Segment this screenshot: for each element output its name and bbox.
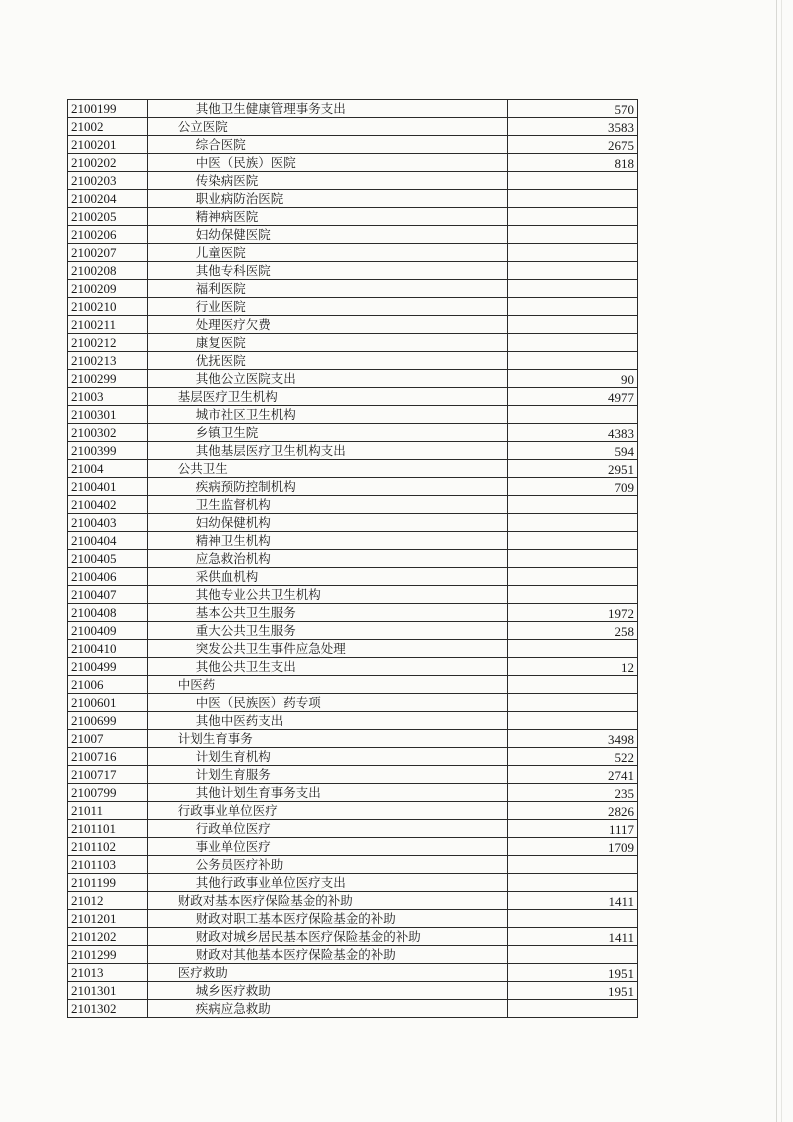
table-row xyxy=(68,910,638,928)
subject-code-cell: 2100211 xyxy=(68,316,148,334)
amount-cell: 570 xyxy=(508,100,638,118)
subject-code-cell: 2100204 xyxy=(68,190,148,208)
subject-code-cell: 2100213 xyxy=(68,352,148,370)
subject-code-cell: 2101301 xyxy=(68,982,148,1000)
amount-cell xyxy=(508,946,638,964)
subject-code-cell: 2100201 xyxy=(68,136,148,154)
table-row xyxy=(68,532,638,550)
subject-code-cell: 2100699 xyxy=(68,712,148,730)
table-row xyxy=(68,802,638,820)
subject-name-cell: 传染病医院 xyxy=(147,172,508,190)
amount-cell xyxy=(508,640,638,658)
subject-code-cell: 2100716 xyxy=(68,748,148,766)
subject-code-cell: 2101103 xyxy=(68,856,148,874)
amount-cell: 594 xyxy=(508,442,638,460)
amount-cell: 1972 xyxy=(508,604,638,622)
amount-cell: 2951 xyxy=(508,460,638,478)
amount-cell xyxy=(508,568,638,586)
amount-cell xyxy=(508,1000,638,1018)
table-row xyxy=(68,424,638,442)
amount-cell xyxy=(508,532,638,550)
amount-cell xyxy=(508,244,638,262)
subject-code-cell: 2100212 xyxy=(68,334,148,352)
table-row xyxy=(68,514,638,532)
amount-cell xyxy=(508,226,638,244)
amount-cell xyxy=(508,910,638,928)
table-row xyxy=(68,784,638,802)
table-row xyxy=(68,370,638,388)
subject-name-cell: 计划生育事务 xyxy=(147,730,508,748)
subject-code-cell: 21013 xyxy=(68,964,148,982)
subject-name-cell: 公共卫生 xyxy=(147,460,508,478)
amount-cell: 2826 xyxy=(508,802,638,820)
subject-code-cell: 2101299 xyxy=(68,946,148,964)
table-row xyxy=(68,748,638,766)
subject-name-cell: 突发公共卫生事件应急处理 xyxy=(147,640,508,658)
subject-name-cell: 妇幼保健医院 xyxy=(147,226,508,244)
table-row xyxy=(68,622,638,640)
subject-code-cell: 2100203 xyxy=(68,172,148,190)
amount-cell: 522 xyxy=(508,748,638,766)
table-row xyxy=(68,208,638,226)
subject-code-cell: 2100408 xyxy=(68,604,148,622)
table-row xyxy=(68,352,638,370)
subject-name-cell: 其他中医药支出 xyxy=(147,712,508,730)
subject-code-cell: 2100405 xyxy=(68,550,148,568)
subject-code-cell: 2100799 xyxy=(68,784,148,802)
amount-cell xyxy=(508,298,638,316)
subject-name-cell: 妇幼保健机构 xyxy=(147,514,508,532)
amount-cell: 3498 xyxy=(508,730,638,748)
subject-code-cell: 2100202 xyxy=(68,154,148,172)
subject-code-cell: 2100406 xyxy=(68,568,148,586)
subject-code-cell: 2100410 xyxy=(68,640,148,658)
amount-cell xyxy=(508,514,638,532)
table-row xyxy=(68,928,638,946)
subject-name-cell: 中医（民族医）药专项 xyxy=(147,694,508,712)
subject-code-cell: 2100404 xyxy=(68,532,148,550)
amount-cell xyxy=(508,694,638,712)
subject-name-cell: 行业医院 xyxy=(147,298,508,316)
subject-code-cell: 21006 xyxy=(68,676,148,694)
subject-name-cell: 处理医疗欠费 xyxy=(147,316,508,334)
table-row xyxy=(68,334,638,352)
subject-code-cell: 2101101 xyxy=(68,820,148,838)
amount-cell: 12 xyxy=(508,658,638,676)
subject-name-cell: 事业单位医疗 xyxy=(147,838,508,856)
subject-name-cell: 中医（民族）医院 xyxy=(147,154,508,172)
subject-name-cell: 行政事业单位医疗 xyxy=(147,802,508,820)
subject-code-cell: 2100301 xyxy=(68,406,148,424)
subject-code-cell: 21012 xyxy=(68,892,148,910)
amount-cell xyxy=(508,352,638,370)
amount-cell xyxy=(508,406,638,424)
subject-name-cell: 财政对城乡居民基本医疗保险基金的补助 xyxy=(147,928,508,946)
amount-cell: 3583 xyxy=(508,118,638,136)
table-body xyxy=(68,100,638,1018)
subject-code-cell: 2100207 xyxy=(68,244,148,262)
table-row xyxy=(68,226,638,244)
subject-name-cell: 采供血机构 xyxy=(147,568,508,586)
subject-code-cell: 2100409 xyxy=(68,622,148,640)
table-row xyxy=(68,316,638,334)
subject-name-cell: 康复医院 xyxy=(147,334,508,352)
subject-code-cell: 21004 xyxy=(68,460,148,478)
amount-cell xyxy=(508,208,638,226)
subject-name-cell: 疾病预防控制机构 xyxy=(147,478,508,496)
table-row xyxy=(68,460,638,478)
subject-name-cell: 医疗救助 xyxy=(147,964,508,982)
amount-cell: 1411 xyxy=(508,892,638,910)
table-row xyxy=(68,478,638,496)
subject-name-cell: 其他卫生健康管理事务支出 xyxy=(147,100,508,118)
subject-name-cell: 其他专科医院 xyxy=(147,262,508,280)
table-row xyxy=(68,280,638,298)
amount-cell xyxy=(508,280,638,298)
table-row xyxy=(68,172,638,190)
budget-expenditure-table xyxy=(67,99,638,1018)
amount-cell xyxy=(508,874,638,892)
amount-cell: 1951 xyxy=(508,964,638,982)
table-row xyxy=(68,244,638,262)
amount-cell: 258 xyxy=(508,622,638,640)
subject-code-cell: 21011 xyxy=(68,802,148,820)
subject-name-cell: 其他基层医疗卫生机构支出 xyxy=(147,442,508,460)
table-row xyxy=(68,658,638,676)
amount-cell xyxy=(508,550,638,568)
subject-name-cell: 城乡医疗救助 xyxy=(147,982,508,1000)
subject-name-cell: 中医药 xyxy=(147,676,508,694)
table-row xyxy=(68,190,638,208)
subject-code-cell: 21002 xyxy=(68,118,148,136)
subject-code-cell: 2100302 xyxy=(68,424,148,442)
subject-name-cell: 财政对其他基本医疗保险基金的补助 xyxy=(147,946,508,964)
subject-name-cell: 精神病医院 xyxy=(147,208,508,226)
table-row xyxy=(68,766,638,784)
subject-name-cell: 其他公立医院支出 xyxy=(147,370,508,388)
amount-cell: 1117 xyxy=(508,820,638,838)
table-row xyxy=(68,298,638,316)
subject-name-cell: 其他专业公共卫生机构 xyxy=(147,586,508,604)
amount-cell: 4383 xyxy=(508,424,638,442)
subject-name-cell: 基本公共卫生服务 xyxy=(147,604,508,622)
amount-cell xyxy=(508,316,638,334)
subject-code-cell: 2100401 xyxy=(68,478,148,496)
amount-cell: 1709 xyxy=(508,838,638,856)
page-edge-line-inner xyxy=(781,0,782,1122)
subject-name-cell: 疾病应急救助 xyxy=(147,1000,508,1018)
subject-name-cell: 儿童医院 xyxy=(147,244,508,262)
table-row xyxy=(68,496,638,514)
table-row xyxy=(68,1000,638,1018)
subject-name-cell: 行政单位医疗 xyxy=(147,820,508,838)
subject-name-cell: 计划生育服务 xyxy=(147,766,508,784)
amount-cell: 2741 xyxy=(508,766,638,784)
subject-code-cell: 21007 xyxy=(68,730,148,748)
subject-code-cell: 2100499 xyxy=(68,658,148,676)
amount-cell: 235 xyxy=(508,784,638,802)
subject-code-cell: 2100208 xyxy=(68,262,148,280)
amount-cell xyxy=(508,676,638,694)
subject-name-cell: 卫生监督机构 xyxy=(147,496,508,514)
subject-code-cell: 2101201 xyxy=(68,910,148,928)
page-edge-line xyxy=(776,0,777,1122)
table-row xyxy=(68,118,638,136)
subject-name-cell: 乡镇卫生院 xyxy=(147,424,508,442)
subject-name-cell: 职业病防治医院 xyxy=(147,190,508,208)
subject-name-cell: 财政对基本医疗保险基金的补助 xyxy=(147,892,508,910)
table-row xyxy=(68,820,638,838)
subject-code-cell: 2101302 xyxy=(68,1000,148,1018)
subject-code-cell: 2100402 xyxy=(68,496,148,514)
subject-name-cell: 其他行政事业单位医疗支出 xyxy=(147,874,508,892)
table-row xyxy=(68,550,638,568)
subject-code-cell: 21003 xyxy=(68,388,148,406)
table-row xyxy=(68,568,638,586)
table-row xyxy=(68,406,638,424)
subject-name-cell: 福利医院 xyxy=(147,280,508,298)
table-row xyxy=(68,676,638,694)
subject-code-cell: 2100199 xyxy=(68,100,148,118)
amount-cell: 2675 xyxy=(508,136,638,154)
table-row xyxy=(68,712,638,730)
table-row xyxy=(68,730,638,748)
subject-name-cell: 基层医疗卫生机构 xyxy=(147,388,508,406)
subject-name-cell: 公务员医疗补助 xyxy=(147,856,508,874)
amount-cell: 709 xyxy=(508,478,638,496)
table-row xyxy=(68,586,638,604)
subject-code-cell: 2100209 xyxy=(68,280,148,298)
subject-name-cell: 应急救治机构 xyxy=(147,550,508,568)
subject-code-cell: 2101202 xyxy=(68,928,148,946)
amount-cell: 1951 xyxy=(508,982,638,1000)
subject-name-cell: 综合医院 xyxy=(147,136,508,154)
subject-name-cell: 计划生育机构 xyxy=(147,748,508,766)
amount-cell xyxy=(508,172,638,190)
table-row xyxy=(68,640,638,658)
amount-cell xyxy=(508,262,638,280)
subject-code-cell: 2100717 xyxy=(68,766,148,784)
table-row xyxy=(68,100,638,118)
amount-cell xyxy=(508,496,638,514)
subject-name-cell: 重大公共卫生服务 xyxy=(147,622,508,640)
amount-cell: 4977 xyxy=(508,388,638,406)
table-row xyxy=(68,154,638,172)
table-row xyxy=(68,946,638,964)
subject-code-cell: 2100601 xyxy=(68,694,148,712)
subject-code-cell: 2101102 xyxy=(68,838,148,856)
subject-name-cell: 城市社区卫生机构 xyxy=(147,406,508,424)
subject-code-cell: 2100205 xyxy=(68,208,148,226)
amount-cell: 90 xyxy=(508,370,638,388)
amount-cell xyxy=(508,712,638,730)
amount-cell xyxy=(508,334,638,352)
table-row xyxy=(68,694,638,712)
amount-cell: 1411 xyxy=(508,928,638,946)
table-row xyxy=(68,856,638,874)
table-row xyxy=(68,442,638,460)
subject-name-cell: 其他计划生育事务支出 xyxy=(147,784,508,802)
table-row xyxy=(68,136,638,154)
subject-code-cell: 2100399 xyxy=(68,442,148,460)
subject-name-cell: 财政对职工基本医疗保险基金的补助 xyxy=(147,910,508,928)
table-row xyxy=(68,838,638,856)
table-row xyxy=(68,892,638,910)
table-row xyxy=(68,262,638,280)
subject-code-cell: 2100210 xyxy=(68,298,148,316)
subject-code-cell: 2100206 xyxy=(68,226,148,244)
table-row xyxy=(68,604,638,622)
amount-cell xyxy=(508,190,638,208)
subject-name-cell: 其他公共卫生支出 xyxy=(147,658,508,676)
table-row xyxy=(68,964,638,982)
amount-cell xyxy=(508,856,638,874)
subject-code-cell: 2100407 xyxy=(68,586,148,604)
subject-code-cell: 2100299 xyxy=(68,370,148,388)
subject-name-cell: 精神卫生机构 xyxy=(147,532,508,550)
table-row xyxy=(68,388,638,406)
table-row xyxy=(68,874,638,892)
subject-code-cell: 2100403 xyxy=(68,514,148,532)
table-row xyxy=(68,982,638,1000)
amount-cell: 818 xyxy=(508,154,638,172)
amount-cell xyxy=(508,586,638,604)
subject-name-cell: 优抚医院 xyxy=(147,352,508,370)
subject-name-cell: 公立医院 xyxy=(147,118,508,136)
subject-code-cell: 2101199 xyxy=(68,874,148,892)
